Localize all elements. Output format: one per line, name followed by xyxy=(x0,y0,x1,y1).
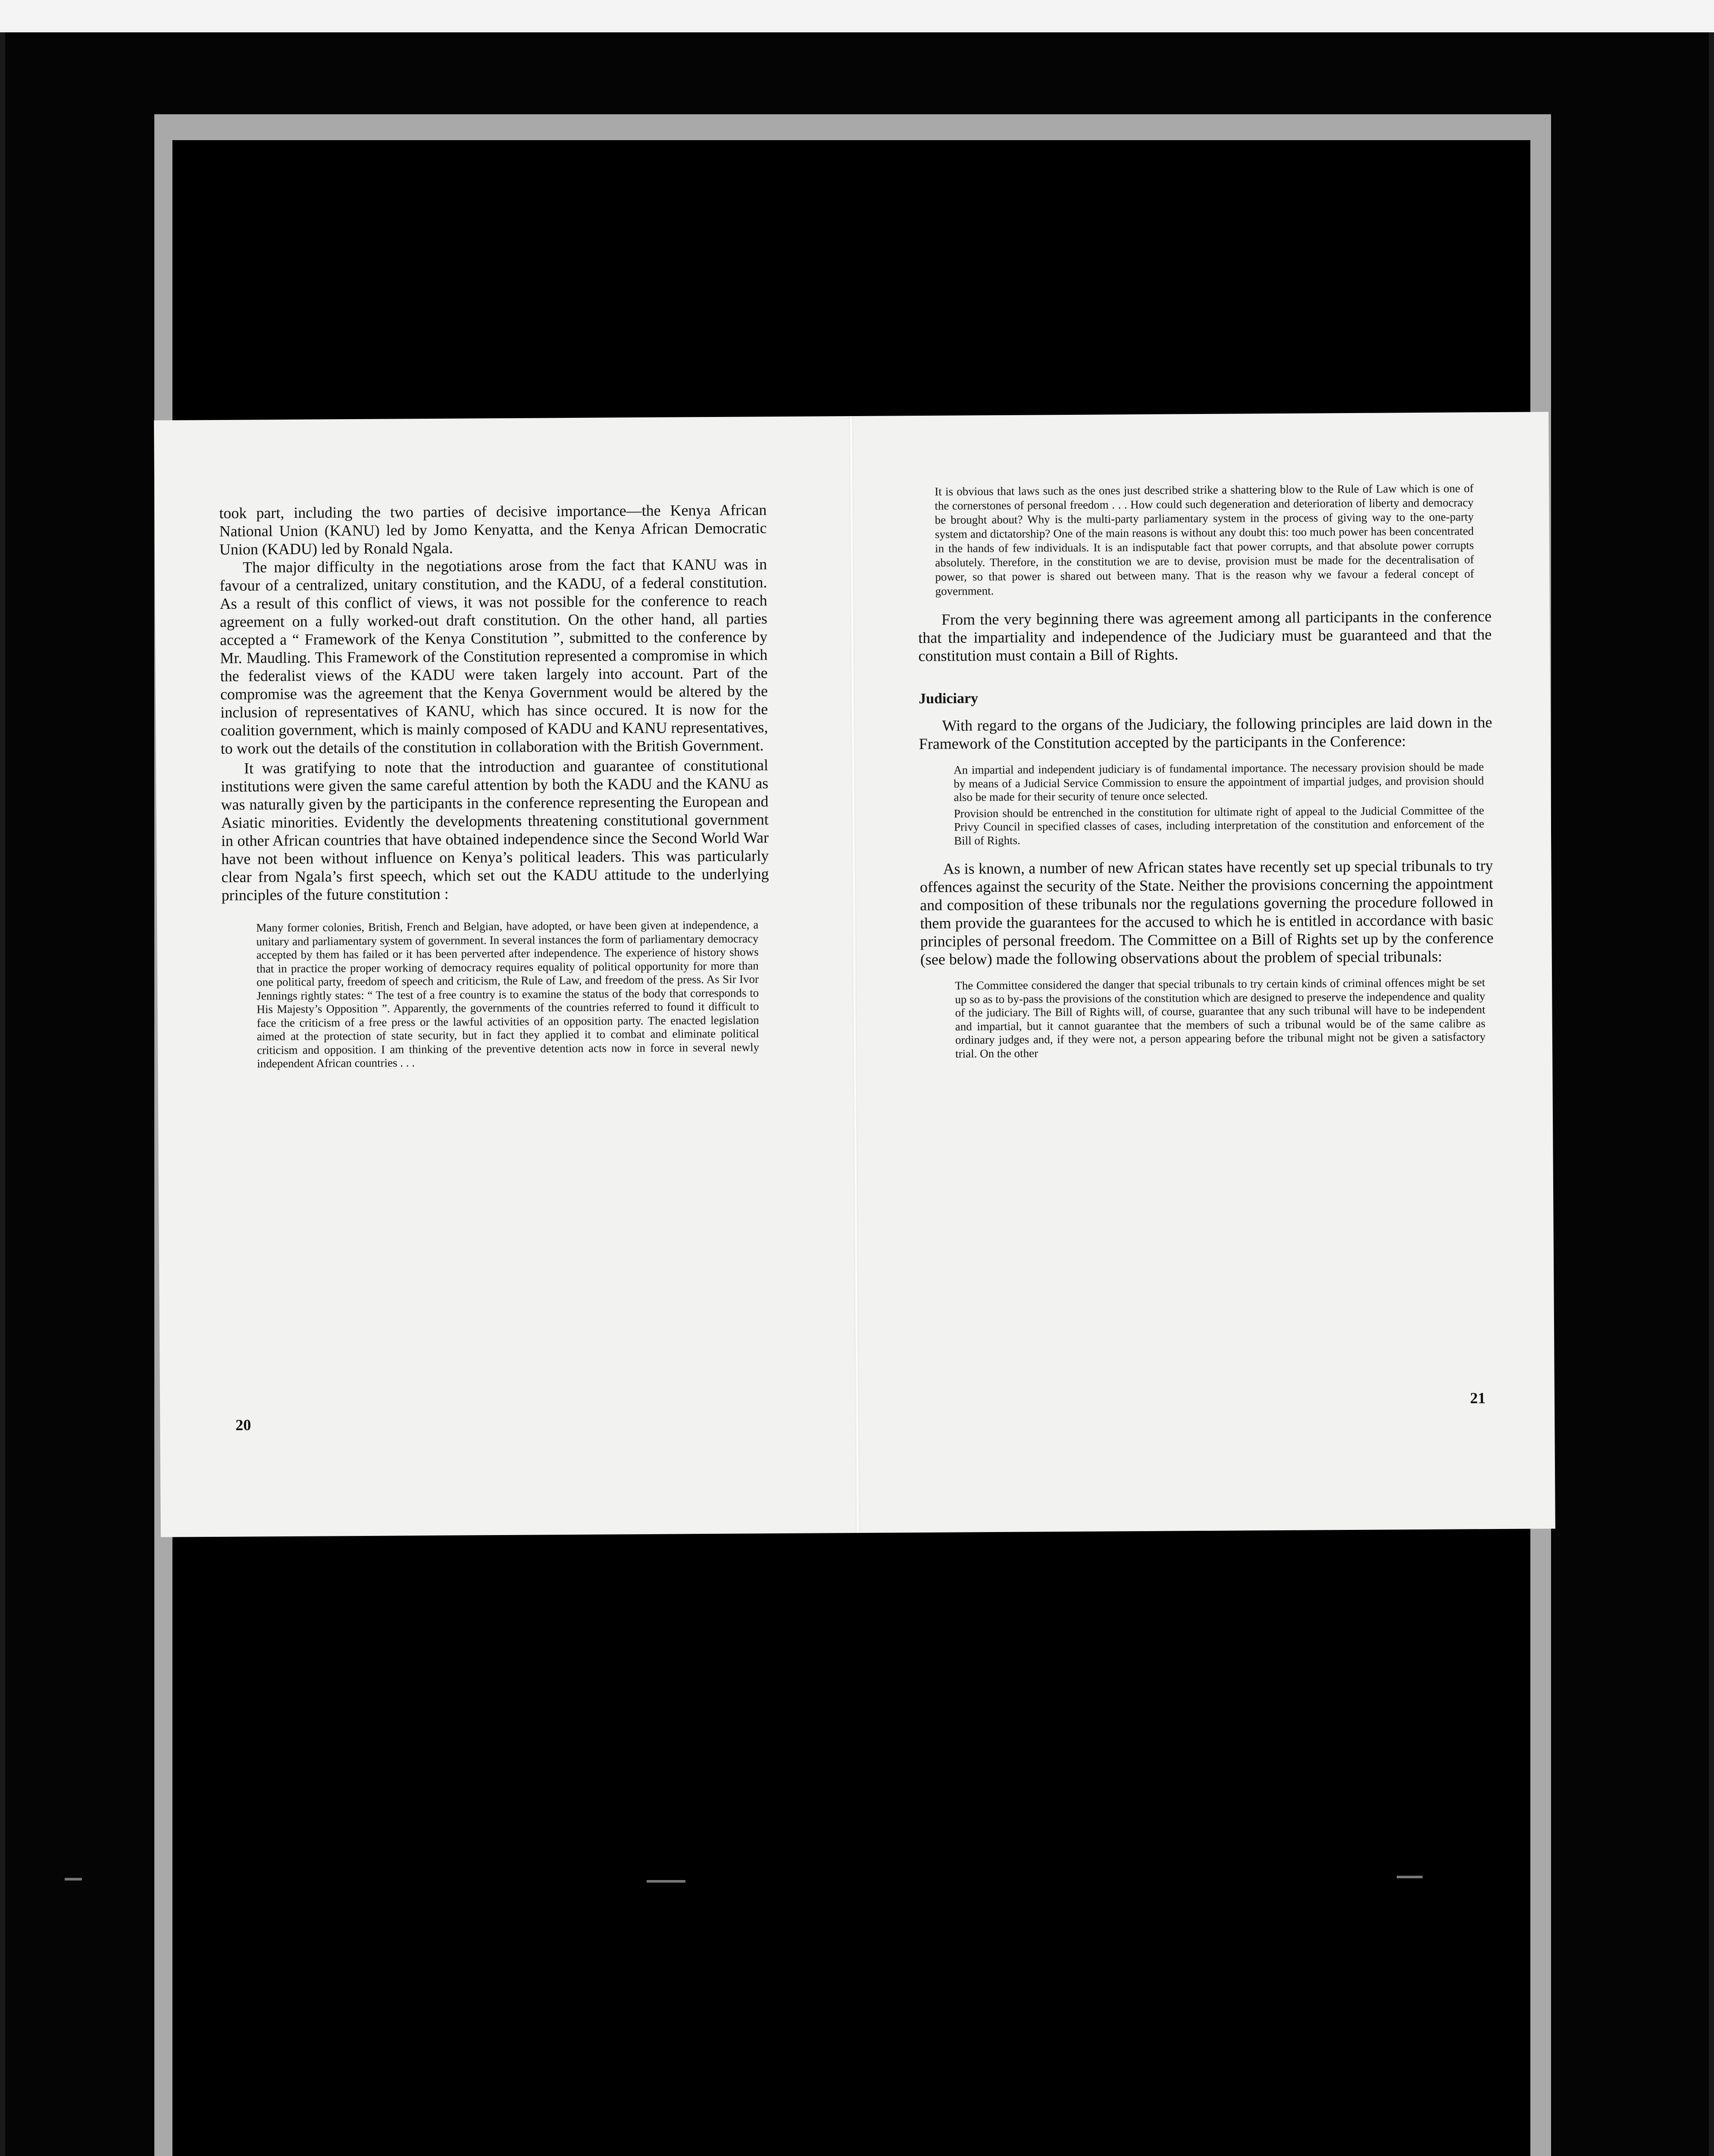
committee-quote: The Committee considered the danger that special tribunals to try certain kinds of criminal offences might be set up so as to by-pass the provisions of the constitution which are designed to preserve the independence and quality of the judiciary. The Bill of Rights will, of course, guarantee that any such tribunal will have to be independent and impartial, but it cannot guarantee that the members of such a tribunal would be of the same calibre as ordinary judges and, if they were not, a person appearing before the tribunal might not be given a satisfactory trial. On the other xyxy=(955,976,1486,1060)
left-paragraph-1: took part, including the two parties of decisive importance—the Kenya African National Union (KANU) led by Jomo Kenyatta, and the Kenya African Democratic Union (KADU) led by Ronald Ngala. xyxy=(219,501,767,558)
page-number-left: 20 xyxy=(235,1416,251,1434)
film-scratch xyxy=(65,1878,82,1880)
section-heading-judiciary: Judiciary xyxy=(918,690,979,707)
film-scratch xyxy=(1397,1876,1423,1878)
right-paragraph-2: With regard to the organs of the Judiciary, the following principles are laid down in the Framework of the Constitution accepted by the participants in the Conference: xyxy=(919,713,1492,753)
right-page-column xyxy=(917,481,1494,1061)
film-top-edge xyxy=(0,0,1714,32)
framework-quote-1: An impartial and independent judiciary is of fundamental importance. The necessary provision should be made by means of a Judicial Service Commission to ensure the appointment of impartial judges, and provision should also be made for their security of tenure once selected. xyxy=(954,760,1484,804)
left-paragraph-3: It was gratifying to note that the introduction and guarantee of constitutional institutions were given the same careful attention by both the KADU and the KANU as was naturally given by the participants in the conference representing the European and Asiatic minorities. Evidently the developments threatening constitutional government in other African countries that have obtained independence since the Second World War have not been without influence on Kenya’s political leaders. This was particularly clear from Ngala’s first speech, which set out the KADU attitude to the underlying principles of the future constitution : xyxy=(221,756,769,904)
framework-quote-2: Provision should be entrenched in the constitution for ultimate right of appeal to the Judicial Committee of the Privy Council in specified classes of cases, including interpretation of the constitution and enforcement of the Bill of Rights. xyxy=(954,803,1484,847)
left-page-column xyxy=(219,501,770,1071)
page-number-right: 21 xyxy=(1470,1389,1486,1407)
right-paragraph-3: As is known, a number of new African states have recently set up special tribunals to try offences against the security of the State. Neither the provisions concerning the appointment and composition of these tribunals nor the regulations governing the procedure followed in them provide the guarantees for the accused to which he is entitled in accordance with basic principles of personal freedom. The Committee on a Bill of Rights set up by the conference (see below) made the following observations about the problem of special tribunals: xyxy=(920,856,1494,968)
ngala-quote-continued: It is obvious that laws such as the ones just described strike a shattering blow to the Rule of Law which is one of the cornerstones of personal freedom . . . How could such degeneration and deterioration of liberty and democracy be brought about? Why is the multi-party parliamentary system in the process of giving way to the one-party system and dictatorship? One of the main reasons is without any doubt this: too much power has been concentrated in the hands of few individuals. It is an indisputable fact that power corrupts, and that absolute power corrupts absolutely. Therefore, in the constitution we are to devise, provision must be made for the decentralisation of power, so that power is shared out between many. That is the reason why we favour a federal concept of government. xyxy=(935,482,1474,598)
page-21 xyxy=(852,412,1555,1533)
framework-quote xyxy=(954,760,1484,848)
book-spread xyxy=(154,412,1555,1537)
ngala-quote: Many former colonies, British, French and Belgian, have adopted, or have been given at independence, a unitary and parliamentary system of government. In several instances the form of parliamentary democracy accepted by them has failed or it has been perverted after independence. The experience of history shows that in practice the proper working of democracy requires equality of political opportunity for more than one political party, freedom of speech and criticism, the Rule of Law, and freedom of the press. As Sir Ivor Jennings rightly states: “ The test of a free country is to examine the status of the body that corresponds to His Majesty’s Opposition ”. Apparently, the governments of the countries referred to found it difficult to face the criticism of a free press or the lawful activities of an opposition party. The enacted legislation aimed at the protection of state security, but in fact they applied it to combat and eliminate political criticism and opposition. I am thinking of the preventive detention acts now in force in several newly independent African countries . . . xyxy=(256,918,760,1070)
left-paragraph-2: The major difficulty in the negotiations arose from the fact that KANU was in favour of a centralized, unitary constitution, and the KADU, of a federal constitution. As a result of this conflict of views, it was not possible for the conference to reach agreement on a fully worked-out draft constitution. On the other hand, all parties accepted a “ Framework of the Kenya Constitution ”, submitted to the conference by Mr. Maudling. This Framework of the Constitution represented a compromise in which the federalist views of the KADU were taken largely into account. Part of the compromise was the agreement that the Kenya Government would be altered by the inclusion of representatives of KANU, which has since occured. It is now for the coalition government, which is mainly composed of KADU and KANU representatives, to work out the details of the constitution in collaboration with the British Government. xyxy=(219,555,768,757)
right-paragraph-1: From the very beginning there was agreement among all participants in the conference that the impartiality and independence of the Judiciary must be guaranteed and that the constitution must contain a Bill of Rights. xyxy=(918,607,1492,665)
film-scratch xyxy=(647,1880,685,1883)
film-right-strip xyxy=(1709,32,1714,2156)
page-20 xyxy=(154,416,859,1537)
film-left-strip xyxy=(0,32,5,2156)
